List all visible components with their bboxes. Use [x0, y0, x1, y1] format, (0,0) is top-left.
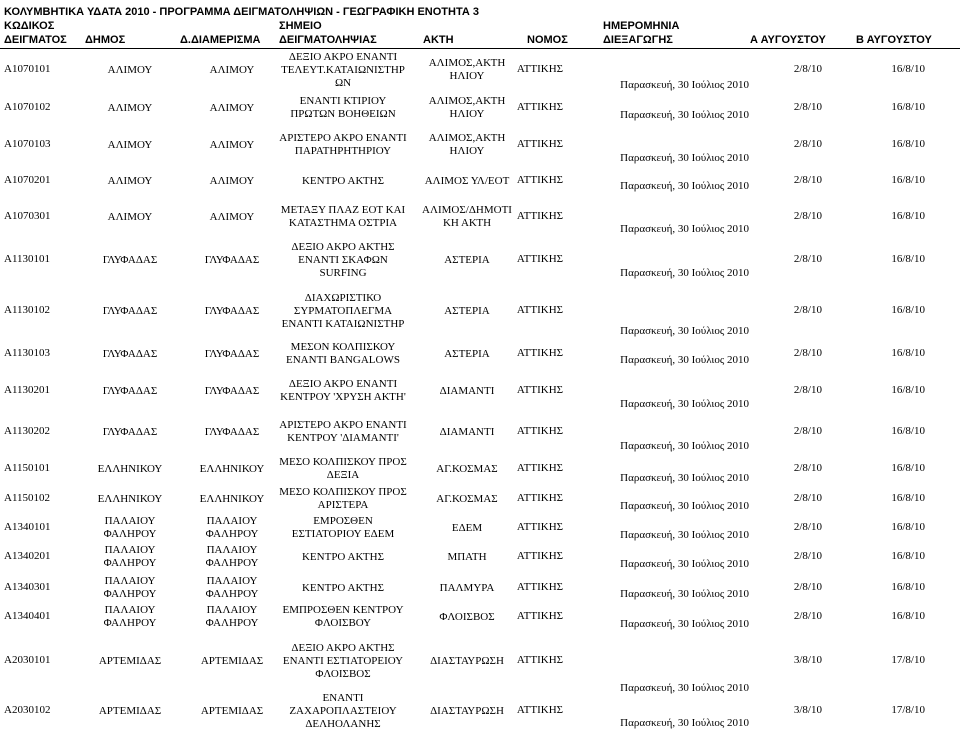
- cell-diamerisma: ΦΑΛΗΡΟΥ: [205, 528, 259, 540]
- cell-sampling-point: ΚΑΤΑΣΤΗΜΑ ΟΣΤΡΙΑ: [288, 217, 398, 229]
- cell-diamerisma: ΦΑΛΗΡΟΥ: [205, 617, 259, 629]
- cell-prefecture: ΑΤΤΙΚΗΣ: [516, 521, 564, 533]
- cell-dimos: ΑΛΙΜΟΥ: [107, 174, 153, 187]
- cell-date: Παρασκευή, 30 Ιούλιος 2010: [620, 618, 749, 630]
- cell-sampling-point: ΜΕΣΟ ΚΟΛΠΙΣΚΟΥ ΠΡΟΣ: [279, 486, 407, 498]
- header-a-august: Α ΑΥΓΟΥΣΤΟΥ: [750, 34, 826, 46]
- header-point-line2: ΔΕΙΓΜΑΤΟΛΗΨΙΑΣ: [279, 34, 377, 46]
- cell-b-august: 16/8/10: [891, 581, 925, 593]
- cell-sample-code: A1340301: [4, 581, 51, 593]
- cell-sampling-point: ΕΝΑΝΤΙ ΚΑΤΑΙΩΝΙΣΤΗΡ: [281, 317, 405, 330]
- cell-date: Παρασκευή, 30 Ιούλιος 2010: [620, 223, 749, 235]
- cell-b-august: 16/8/10: [891, 347, 925, 359]
- cell-diamerisma: ΕΛΛΗΝΙΚΟΥ: [199, 462, 265, 475]
- cell-dimos: ΦΑΛΗΡΟΥ: [103, 588, 157, 600]
- cell-sampling-point: ΔΕΞΙΑ: [326, 469, 360, 481]
- cell-beach: ΔΙΑΣΤΑΥΡΩΣΗ: [430, 704, 504, 717]
- cell-date: Παρασκευή, 30 Ιούλιος 2010: [620, 325, 749, 337]
- cell-dimos: ΓΛΥΦΑΔΑΣ: [102, 384, 158, 397]
- cell-prefecture: ΑΤΤΙΚΗΣ: [516, 384, 564, 396]
- cell-date: Παρασκευή, 30 Ιούλιος 2010: [620, 472, 749, 484]
- cell-sampling-point: ΕΝΑΝΤΙ BANGALOWS: [286, 354, 400, 366]
- header-code-line2: ΔΕΙΓΜΑΤΟΣ: [4, 34, 67, 46]
- header-point-line1: ΣΗΜΕΙΟ: [279, 20, 322, 32]
- cell-date: Παρασκευή, 30 Ιούλιος 2010: [620, 267, 749, 279]
- cell-sampling-point: ΜΕΤΑΞΥ ΠΛΑΖ ΕΟΤ ΚΑΙ: [280, 204, 406, 216]
- cell-beach: ΔΙΑΜΑΝΤΙ: [439, 384, 495, 397]
- cell-diamerisma: ΑΛΙΜΟΥ: [209, 210, 255, 223]
- cell-prefecture: ΑΤΤΙΚΗΣ: [516, 581, 564, 593]
- sheet-title: ΚΟΛΥΜΒΗΤΙΚΑ ΥΔΑΤΑ 2010 - ΠΡΟΓΡΑΜΜΑ ΔΕΙΓΜΑΤΟΛΗΨΙΩΝ - ΓΕΩΓΡΑΦΙΚΗ ΕΝΟΤΗΤΑ 3: [4, 6, 479, 18]
- cell-beach: ΦΛΟΙΣΒΟΣ: [439, 610, 495, 623]
- cell-prefecture: ΑΤΤΙΚΗΣ: [516, 304, 564, 316]
- cell-a-august: 2/8/10: [793, 253, 822, 265]
- cell-prefecture: ΑΤΤΙΚΗΣ: [516, 63, 564, 75]
- cell-date: Παρασκευή, 30 Ιούλιος 2010: [620, 500, 749, 512]
- cell-sampling-point: ΚΕΝΤΡΟ ΑΚΤΗΣ: [301, 174, 385, 187]
- cell-a-august: 2/8/10: [793, 347, 822, 359]
- cell-date: Παρασκευή, 30 Ιούλιος 2010: [620, 109, 749, 121]
- cell-beach: ΑΛΙΜΟΣ/ΔΗΜΟΤΙ: [422, 204, 512, 216]
- cell-beach: ΑΣΤΕΡΙΑ: [444, 304, 490, 317]
- cell-beach: ΑΓ.ΚΟΣΜΑΣ: [436, 492, 498, 505]
- cell-sample-code: A1340201: [4, 550, 51, 562]
- cell-date: Παρασκευή, 30 Ιούλιος 2010: [620, 152, 749, 164]
- cell-sampling-point: ΚΕΝΤΡΟ ΑΚΤΗΣ: [301, 550, 385, 563]
- header-dimos: ΔΗΜΟΣ: [85, 34, 126, 46]
- cell-date: Παρασκευή, 30 Ιούλιος 2010: [620, 440, 749, 452]
- cell-diamerisma: ΑΛΙΜΟΥ: [209, 174, 255, 187]
- cell-date: Παρασκευή, 30 Ιούλιος 2010: [620, 529, 749, 541]
- cell-beach: ΑΛΙΜΟΣ,ΑΚΤΗ: [428, 57, 506, 69]
- cell-sampling-point: ΔΕΞΙΟ ΑΚΡΟ ΑΚΤΗΣ: [291, 240, 395, 253]
- cell-sample-code: A1070301: [4, 210, 51, 222]
- cell-prefecture: ΑΤΤΙΚΗΣ: [516, 704, 564, 716]
- cell-prefecture: ΑΤΤΙΚΗΣ: [516, 492, 564, 504]
- header-divider: [0, 48, 960, 49]
- cell-sampling-point: ΕΝΑΝΤΙ: [322, 691, 364, 704]
- cell-prefecture: ΑΤΤΙΚΗΣ: [516, 253, 564, 265]
- cell-beach: ΗΛΙΟΥ: [449, 70, 485, 82]
- cell-dimos: ΓΛΥΦΑΔΑΣ: [102, 253, 158, 266]
- cell-sampling-point: ΔΕΞΙΟ ΑΚΡΟ ΕΝΑΝΤΙ: [288, 50, 398, 63]
- cell-dimos: ΓΛΥΦΑΔΑΣ: [102, 347, 158, 360]
- cell-a-august: 2/8/10: [793, 581, 822, 593]
- cell-a-august: 2/8/10: [793, 610, 822, 622]
- cell-diamerisma: ΑΛΙΜΟΥ: [209, 63, 255, 76]
- cell-sampling-point: ΑΡΙΣΤΕΡΟ ΑΚΡΟ ΕΝΑΝΤΙ: [279, 132, 407, 144]
- cell-b-august: 16/8/10: [891, 384, 925, 396]
- cell-a-august: 2/8/10: [793, 63, 822, 75]
- cell-dimos: ΑΛΙΜΟΥ: [107, 210, 153, 223]
- cell-diamerisma: ΠΑΛΑΙΟΥ: [206, 604, 258, 616]
- cell-sample-code: A1130101: [4, 253, 51, 265]
- cell-sampling-point: ΚΕΝΤΡΟΥ 'ΔΙΑΜΑΝΤΙ': [287, 432, 399, 444]
- cell-diamerisma: ΓΛΥΦΑΔΑΣ: [204, 425, 260, 438]
- cell-a-august: 2/8/10: [793, 101, 822, 113]
- cell-diamerisma: ΑΡΤΕΜΙΔΑΣ: [200, 654, 264, 667]
- cell-sampling-point: ΔΙΑΧΩΡΙΣΤΙΚΟ: [304, 291, 382, 304]
- header-code-line1: ΚΩΔΙΚΟΣ: [4, 20, 55, 32]
- cell-sampling-point: SURFING: [319, 266, 367, 279]
- cell-sample-code: A1130103: [4, 347, 51, 359]
- cell-diamerisma: ΕΛΛΗΝΙΚΟΥ: [199, 492, 265, 505]
- cell-a-august: 2/8/10: [793, 138, 822, 150]
- cell-dimos: ΠΑΛΑΙΟΥ: [104, 575, 156, 587]
- cell-b-august: 16/8/10: [891, 550, 925, 562]
- cell-a-august: 2/8/10: [793, 210, 822, 222]
- cell-dimos: ΠΑΛΑΙΟΥ: [104, 515, 156, 527]
- header-date-line2: ΔΙΕΞΑΓΩΓΗΣ: [603, 34, 673, 46]
- cell-prefecture: ΑΤΤΙΚΗΣ: [516, 610, 564, 622]
- cell-sampling-point: ΠΑΡΑΤΗΡΗΤΗΡΙΟΥ: [294, 145, 392, 157]
- cell-prefecture: ΑΤΤΙΚΗΣ: [516, 550, 564, 562]
- cell-date: Παρασκευή, 30 Ιούλιος 2010: [620, 682, 749, 694]
- cell-beach: ΗΛΙΟΥ: [449, 145, 485, 157]
- cell-date: Παρασκευή, 30 Ιούλιος 2010: [620, 79, 749, 91]
- cell-a-august: 2/8/10: [793, 384, 822, 396]
- cell-sample-code: A1070101: [4, 63, 51, 75]
- cell-diamerisma: ΓΛΥΦΑΔΑΣ: [204, 253, 260, 266]
- cell-sampling-point: ΣΥΡΜΑΤΟΠΛΕΓΜΑ: [293, 304, 393, 317]
- cell-sample-code: A2030102: [4, 704, 51, 716]
- cell-b-august: 16/8/10: [891, 210, 925, 222]
- cell-sampling-point: ΚΕΝΤΡΟΥ 'ΧΡΥΣΗ ΑΚΤΗ': [280, 391, 406, 403]
- cell-sampling-point: ΤΕΛΕΥΤ.ΚΑΤΑΙΩΝΙΣΤΗΡ: [281, 63, 405, 76]
- cell-dimos: ΓΛΥΦΑΔΑΣ: [102, 425, 158, 438]
- cell-sampling-point: ΔΕΛΗΟΛΑΝΗΣ: [305, 717, 381, 730]
- cell-dimos: ΦΑΛΗΡΟΥ: [103, 557, 157, 569]
- header-date-line1: ΗΜΕΡΟΜΗΝΙΑ: [603, 20, 680, 32]
- cell-sample-code: A1150101: [4, 462, 51, 474]
- cell-b-august: 16/8/10: [891, 521, 925, 533]
- cell-b-august: 16/8/10: [891, 253, 925, 265]
- cell-sampling-point: ΕΝΑΝΤΙ ΕΣΤΙΑΤΟΡΕΙΟΥ: [282, 654, 404, 667]
- cell-diamerisma: ΑΛΙΜΟΥ: [209, 138, 255, 151]
- cell-sample-code: A1070103: [4, 138, 51, 150]
- cell-sampling-point: ΕΜΠΡΟΣΘΕΝ ΚΕΝΤΡΟΥ: [282, 604, 404, 616]
- cell-a-august: 2/8/10: [793, 521, 822, 533]
- cell-b-august: 16/8/10: [891, 304, 925, 316]
- cell-prefecture: ΑΤΤΙΚΗΣ: [516, 347, 564, 359]
- cell-dimos: ΑΡΤΕΜΙΔΑΣ: [98, 654, 162, 667]
- cell-beach: ΑΓ.ΚΟΣΜΑΣ: [436, 462, 498, 475]
- cell-beach: ΚΗ ΑΚΤΗ: [442, 217, 492, 229]
- cell-diamerisma: ΑΡΤΕΜΙΔΑΣ: [200, 704, 264, 717]
- cell-date: Παρασκευή, 30 Ιούλιος 2010: [620, 588, 749, 600]
- cell-sampling-point: ΕΝΑΝΤΙ ΣΚΑΦΩΝ: [298, 253, 388, 266]
- cell-diamerisma: ΠΑΛΑΙΟΥ: [206, 515, 258, 527]
- cell-sampling-point: ΦΛΟΙΣΒΟΥ: [314, 617, 372, 629]
- cell-date: Παρασκευή, 30 Ιούλιος 2010: [620, 398, 749, 410]
- cell-beach: ΑΛΙΜΟΣ ΥΛ/ΕΟΤ: [424, 174, 510, 187]
- cell-date: Παρασκευή, 30 Ιούλιος 2010: [620, 717, 749, 729]
- cell-sample-code: A1150102: [4, 492, 51, 504]
- cell-sampling-point: ΩΝ: [334, 76, 352, 89]
- header-akti: ΑΚΤΗ: [423, 34, 454, 46]
- cell-b-august: 16/8/10: [891, 138, 925, 150]
- cell-sampling-point: ΜΕΣΟΝ ΚΟΛΠΙΣΚΟΥ: [290, 341, 396, 353]
- cell-b-august: 17/8/10: [891, 654, 925, 666]
- cell-date: Παρασκευή, 30 Ιούλιος 2010: [620, 558, 749, 570]
- cell-a-august: 2/8/10: [793, 304, 822, 316]
- cell-beach: ΠΑΛΜΥΡΑ: [439, 581, 495, 594]
- cell-b-august: 16/8/10: [891, 492, 925, 504]
- cell-sampling-point: ΑΡΙΣΤΕΡΑ: [317, 499, 369, 511]
- cell-sampling-point: ΕΜΡΟΣΘΕΝ: [313, 515, 373, 527]
- cell-a-august: 3/8/10: [793, 654, 822, 666]
- cell-diamerisma: ΠΑΛΑΙΟΥ: [206, 544, 258, 556]
- cell-b-august: 16/8/10: [891, 101, 925, 113]
- cell-sample-code: A1340401: [4, 610, 51, 622]
- cell-sample-code: A1130201: [4, 384, 51, 396]
- cell-diamerisma: ΦΑΛΗΡΟΥ: [205, 557, 259, 569]
- cell-sampling-point: ΜΕΣΟ ΚΟΛΠΙΣΚΟΥ ΠΡΟΣ: [279, 456, 407, 468]
- cell-b-august: 16/8/10: [891, 462, 925, 474]
- cell-b-august: 17/8/10: [891, 704, 925, 716]
- cell-dimos: ΦΑΛΗΡΟΥ: [103, 617, 157, 629]
- cell-prefecture: ΑΤΤΙΚΗΣ: [516, 174, 564, 186]
- cell-dimos: ΑΛΙΜΟΥ: [107, 63, 153, 76]
- cell-prefecture: ΑΤΤΙΚΗΣ: [516, 138, 564, 150]
- cell-date: Παρασκευή, 30 Ιούλιος 2010: [620, 354, 749, 366]
- header-nomos: ΝΟΜΟΣ: [527, 34, 568, 46]
- cell-a-august: 3/8/10: [793, 704, 822, 716]
- cell-beach: ΜΠΑΤΗ: [447, 550, 487, 563]
- cell-dimos: ΕΛΛΗΝΙΚΟΥ: [97, 492, 163, 505]
- cell-diamerisma: ΠΑΛΑΙΟΥ: [206, 575, 258, 587]
- cell-beach: ΑΣΤΕΡΙΑ: [444, 347, 490, 360]
- cell-dimos: ΦΑΛΗΡΟΥ: [103, 528, 157, 540]
- cell-sampling-point: ΦΛΟΙΣΒΟΣ: [315, 667, 371, 680]
- cell-diamerisma: ΓΛΥΦΑΔΑΣ: [204, 384, 260, 397]
- cell-dimos: ΑΛΙΜΟΥ: [107, 101, 153, 114]
- cell-sample-code: A2030101: [4, 654, 51, 666]
- cell-sampling-point: ΕΝΑΝΤΙ ΚΤΙΡΙΟΥ: [299, 95, 387, 107]
- cell-a-august: 2/8/10: [793, 550, 822, 562]
- cell-a-august: 2/8/10: [793, 425, 822, 437]
- cell-sample-code: A1340101: [4, 521, 51, 533]
- cell-b-august: 16/8/10: [891, 425, 925, 437]
- cell-sampling-point: ΕΣΤΙΑΤΟΡΙΟΥ ΕΔΕΜ: [291, 528, 395, 540]
- cell-dimos: ΑΛΙΜΟΥ: [107, 138, 153, 151]
- cell-sampling-point: ΔΕΞΙΟ ΑΚΡΟ ΑΚΤΗΣ: [291, 641, 395, 654]
- cell-beach: ΑΣΤΕΡΙΑ: [444, 253, 490, 266]
- cell-a-august: 2/8/10: [793, 174, 822, 186]
- cell-beach: ΑΛΙΜΟΣ,ΑΚΤΗ: [428, 95, 506, 107]
- cell-beach: ΔΙΑΣΤΑΥΡΩΣΗ: [430, 654, 504, 667]
- cell-sample-code: A1070102: [4, 101, 51, 113]
- cell-diamerisma: ΓΛΥΦΑΔΑΣ: [204, 304, 260, 317]
- cell-dimos: ΕΛΛΗΝΙΚΟΥ: [97, 462, 163, 475]
- cell-date: Παρασκευή, 30 Ιούλιος 2010: [620, 180, 749, 192]
- cell-prefecture: ΑΤΤΙΚΗΣ: [516, 210, 564, 222]
- cell-beach: ΔΙΑΜΑΝΤΙ: [439, 425, 495, 438]
- cell-sampling-point: ΔΕΞΙΟ ΑΚΡΟ ΕΝΑΝΤΙ: [288, 378, 398, 390]
- cell-sampling-point: ΠΡΩΤΩΝ ΒΟΗΘΕΙΩΝ: [290, 108, 396, 120]
- cell-sampling-point: ΖΑΧΑΡΟΠΛΑΣΤΕΙΟΥ: [289, 704, 397, 717]
- cell-sampling-point: ΑΡΙΣΤΕΡΟ ΑΚΡΟ ΕΝΑΝΤΙ: [279, 419, 407, 431]
- cell-beach: ΗΛΙΟΥ: [449, 108, 485, 120]
- cell-dimos: ΓΛΥΦΑΔΑΣ: [102, 304, 158, 317]
- cell-b-august: 16/8/10: [891, 63, 925, 75]
- cell-a-august: 2/8/10: [793, 492, 822, 504]
- cell-beach: ΕΔΕΜ: [451, 521, 483, 534]
- cell-b-august: 16/8/10: [891, 174, 925, 186]
- cell-prefecture: ΑΤΤΙΚΗΣ: [516, 462, 564, 474]
- cell-dimos: ΠΑΛΑΙΟΥ: [104, 544, 156, 556]
- cell-diamerisma: ΑΛΙΜΟΥ: [209, 101, 255, 114]
- cell-a-august: 2/8/10: [793, 462, 822, 474]
- cell-sample-code: A1130202: [4, 425, 51, 437]
- cell-diamerisma: ΦΑΛΗΡΟΥ: [205, 588, 259, 600]
- header-diamerisma: Δ.ΔΙΑΜΕΡΙΣΜΑ: [180, 34, 261, 46]
- cell-sampling-point: ΚΕΝΤΡΟ ΑΚΤΗΣ: [301, 581, 385, 594]
- cell-sample-code: A1130102: [4, 304, 51, 316]
- cell-dimos: ΑΡΤΕΜΙΔΑΣ: [98, 704, 162, 717]
- header-b-august: Β ΑΥΓΟΥΣΤΟΥ: [856, 34, 932, 46]
- cell-b-august: 16/8/10: [891, 610, 925, 622]
- cell-prefecture: ΑΤΤΙΚΗΣ: [516, 654, 564, 666]
- cell-dimos: ΠΑΛΑΙΟΥ: [104, 604, 156, 616]
- cell-beach: ΑΛΙΜΟΣ,ΑΚΤΗ: [428, 132, 506, 144]
- cell-prefecture: ΑΤΤΙΚΗΣ: [516, 425, 564, 437]
- cell-prefecture: ΑΤΤΙΚΗΣ: [516, 101, 564, 113]
- cell-diamerisma: ΓΛΥΦΑΔΑΣ: [204, 347, 260, 360]
- cell-sample-code: A1070201: [4, 174, 51, 186]
